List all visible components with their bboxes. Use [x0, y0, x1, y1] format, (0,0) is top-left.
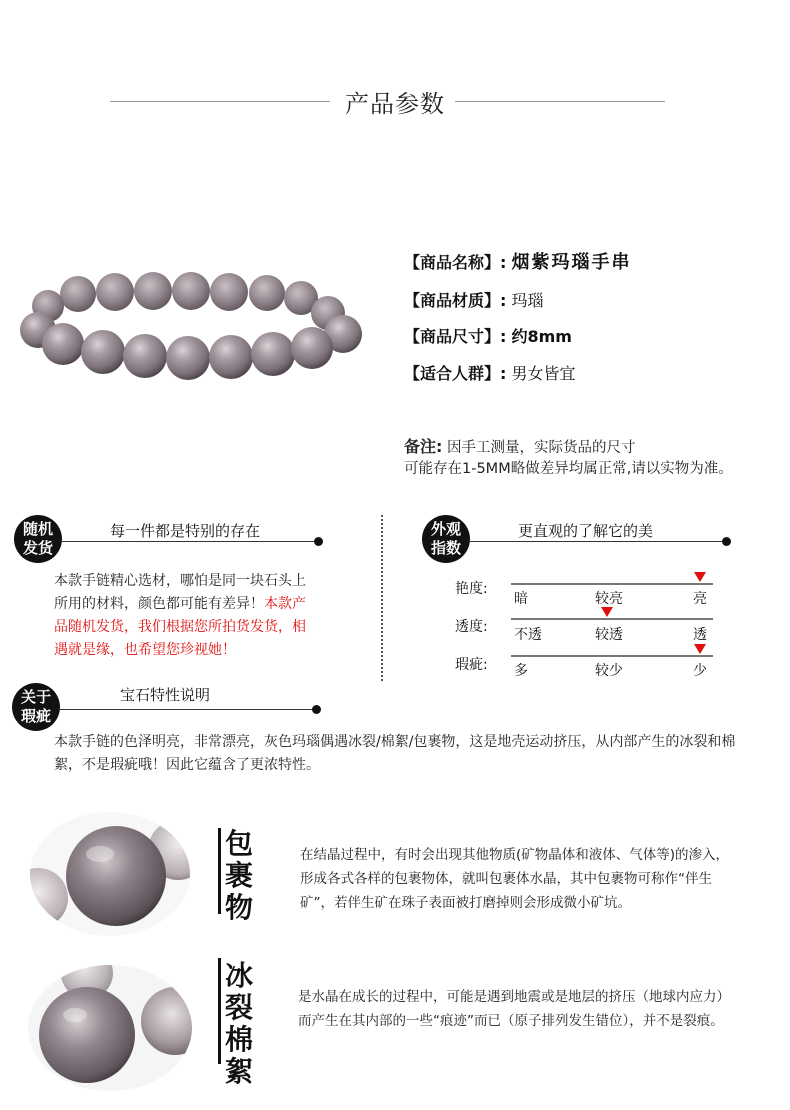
shipping-badge — [14, 515, 62, 563]
flaws-text: 本款手链的色泽明亮，非常漂亮，灰色玛瑙偶遇冰裂/棉絮/包裹物，这是地壳运动挤压，从内部产生的冰裂和棉絮，不是瑕疵哦！因此它蕴含了更浓特性。 — [54, 734, 736, 773]
rating-marker — [694, 572, 706, 582]
appearance-badge — [422, 515, 470, 563]
inclusion-bead-image — [28, 810, 193, 940]
note-line-1 — [404, 434, 636, 457]
flaws-badge — [12, 683, 60, 731]
inclusion-text: 在结晶过程中，有时会出现其他物质(矿物晶体和液体、气体等)的渗入，形成各式各样的包裹物体，就叫包裹体水晶，其中包裹物可称作“伴生矿”，若伴生矿在珠子表面被打磨掉则会形成微小矿坑。 — [300, 847, 730, 911]
rating-low: 多 — [514, 663, 528, 679]
ice-crack-bead-image — [25, 963, 195, 1093]
param-audience-value: 男女皆宜 — [511, 364, 576, 383]
shipping-text — [54, 570, 316, 662]
note-text-1: 因手工测量，实际货品的尺寸 — [447, 440, 636, 456]
appearance-divider — [468, 541, 726, 542]
rating-marker — [694, 644, 706, 654]
rating-scale-line — [511, 583, 713, 585]
param-audience — [404, 361, 576, 384]
shipping-text-red: 本款产品随机发货，我们根据您所拍货发货，相遇就是缘，也希望您珍视她！ — [54, 596, 306, 658]
param-material-key: 【商品材质】: — [404, 291, 507, 310]
note-line-2: 可能存在1-5MM略做差异均属正常,请以实物为准。 — [404, 461, 733, 477]
shipping-divider-dot — [314, 537, 323, 546]
ice-crack-text: 是水晶在成长的过程中，可能是遇到地震或是地层的挤压（地球内应力）而产生在其内部的一些“痕迹”而已（原子排列发生错位），并不是裂痕。 — [298, 989, 730, 1029]
rating-label: 透度: — [455, 619, 488, 635]
rating-high: 透 — [693, 627, 707, 643]
section-dotted-divider — [381, 515, 383, 681]
shipping-badge-line2: 发货 — [22, 539, 53, 557]
rating-mid: 较少 — [595, 663, 623, 679]
shipping-divider — [60, 541, 318, 542]
shipping-text-normal: 本款手链精心选材，哪怕是同一块石头上所用的材料，颜色都可能有差异！ — [54, 573, 306, 612]
param-material — [404, 288, 544, 311]
param-size — [404, 324, 572, 347]
appearance-badge-line2: 指数 — [430, 539, 461, 557]
appearance-badge-line1: 外观 — [430, 520, 461, 538]
param-name — [404, 248, 632, 274]
param-size-key: 【商品尺寸】: — [404, 327, 507, 346]
param-name-value: 烟紫玛瑙手串 — [511, 252, 632, 273]
rating-label: 瑕疵: — [455, 657, 488, 673]
flaws-divider — [58, 709, 316, 710]
rating-low: 暗 — [514, 591, 528, 607]
bracelet-image — [18, 268, 363, 398]
ice-crack-title: 冰裂棉絮 — [224, 959, 253, 1088]
appearance-title: 更直观的了解它的美 — [518, 522, 654, 540]
rating-scale-line — [511, 655, 713, 657]
rating-label: 艳度: — [455, 581, 488, 597]
flaws-title: 宝石特性说明 — [120, 686, 211, 704]
param-material-value: 玛瑙 — [511, 291, 544, 310]
param-name-key: 【商品名称】: — [404, 253, 507, 272]
inclusion-title-bar — [218, 828, 221, 914]
page-title: 产品参数 — [345, 90, 445, 118]
param-size-value: 约8mm — [511, 327, 572, 346]
rating-marker — [601, 607, 613, 617]
flaws-divider-dot — [312, 705, 321, 714]
param-audience-key: 【适合人群】: — [404, 364, 507, 383]
inclusion-title: 包裹物 — [224, 827, 253, 924]
rating-high: 亮 — [693, 591, 707, 607]
note-key: 备注: — [404, 437, 443, 456]
rating-scale-line — [511, 618, 713, 620]
rating-mid: 较亮 — [595, 591, 623, 607]
flaws-badge-line1: 关于 — [20, 688, 51, 706]
appearance-divider-dot — [722, 537, 731, 546]
ice-crack-title-bar — [218, 958, 221, 1064]
rating-high: 少 — [693, 663, 707, 679]
rating-mid: 较透 — [595, 627, 623, 643]
flaws-badge-line2: 瑕疵 — [20, 707, 51, 725]
shipping-title: 每一件都是特别的存在 — [110, 522, 261, 540]
rating-low: 不透 — [514, 627, 542, 643]
shipping-badge-line1: 随机 — [22, 520, 53, 538]
